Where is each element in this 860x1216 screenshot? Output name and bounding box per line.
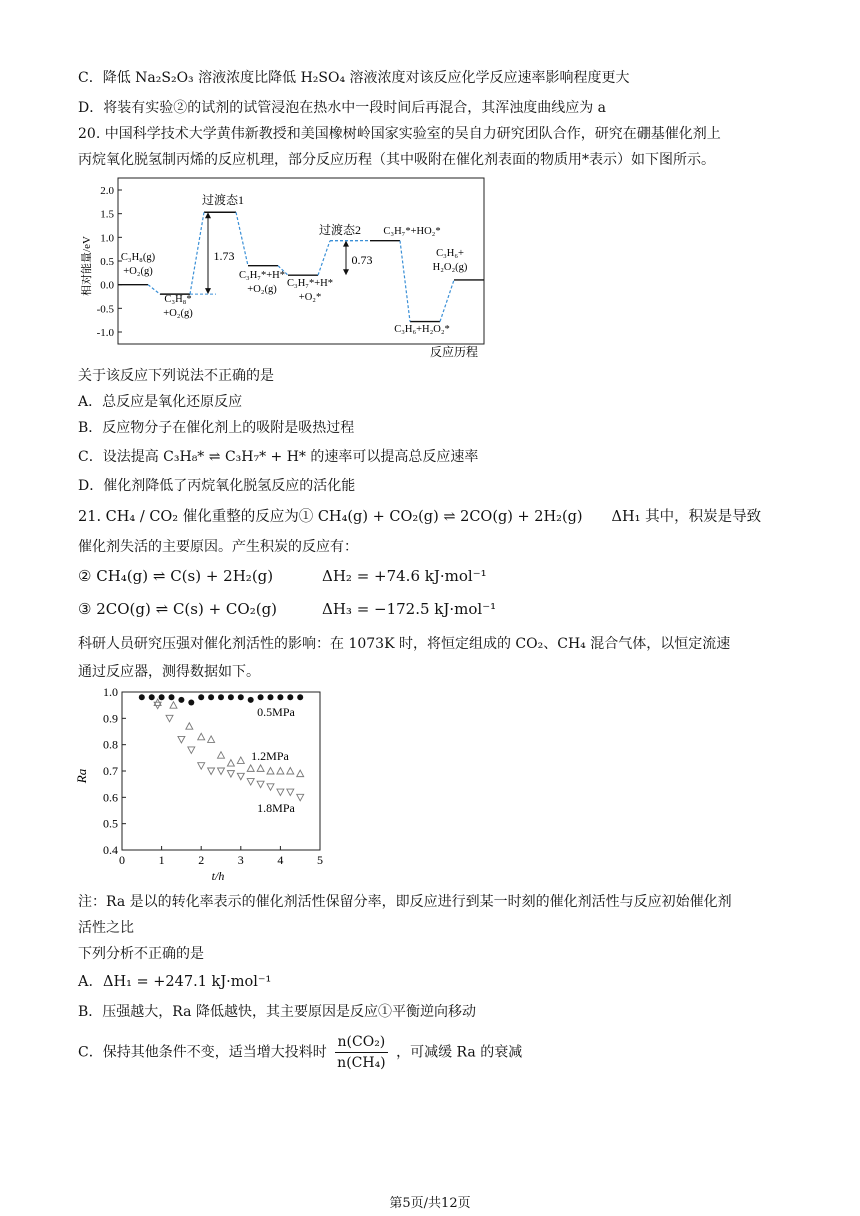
ra-point-s0-5	[188, 700, 194, 706]
ra-point-s2-7	[227, 771, 234, 778]
ra-point-s0-6	[198, 694, 204, 700]
q21-text-2: 催化剂失活的主要原因。产生积炭的反应有：	[78, 539, 358, 555]
q21-text-1: 21. CH₄ / CO₂ 催化重整的反应为① CH₄(g) + CO₂(g) ⇌ 2CO(g) + 2H₂(g) ΔH₁ 其中，积炭是导致	[78, 509, 762, 525]
barrier2-arrowhead-down	[343, 269, 349, 275]
energy-level-label2-8: H₂O₂(g)	[432, 262, 468, 273]
ra-point-s2-2	[178, 736, 185, 743]
energy-path-1	[190, 212, 204, 294]
ra-ytick-1: 0.9	[103, 711, 118, 726]
ra-point-s1-5	[218, 752, 225, 759]
energy-level-label2-1: +O₂(g)	[163, 308, 193, 319]
ra-ytick-4: 0.6	[103, 790, 118, 805]
energy-diagram	[78, 176, 490, 362]
q21-text-3: 科研人员研究压强对催化剂活性的影响：在 1073K 时，将恒定组成的 CO₂、CH₄ 混合气体，以恒定流速	[78, 636, 731, 652]
option-d-prev: D．将装有实验②的试剂的试管浸泡在热水中一段时间后再混合，其浑浊度曲线应为 a	[78, 100, 607, 116]
energy-ytick-2: 1.0	[100, 232, 114, 245]
ra-point-s0-16	[297, 694, 303, 700]
ra-point-s0-0	[139, 694, 145, 700]
ra-xtick-5: 5	[317, 853, 323, 867]
energy-ytick-5: -0.5	[96, 303, 114, 316]
energy-path-2	[236, 212, 248, 265]
ra-point-s2-5	[208, 768, 215, 775]
ra-point-s0-10	[238, 694, 244, 700]
q20-option-b: B．反应物分子在催化剂上的吸附是吸热过程	[78, 420, 355, 436]
q20-option-c: C．设法提高 C₃H₈* ⇌ C₃H₇* + H* 的速率可以提高总反应速率	[78, 449, 479, 465]
q21-stem: 下列分析不正确的是	[78, 946, 204, 962]
ra-point-s0-4	[178, 697, 184, 703]
q20-option-d: D．催化剂降低了丙烷氧化脱氢反应的活化能	[78, 478, 356, 494]
barrier1-label: 1.73	[213, 249, 235, 263]
barrier1-arrowhead-up	[205, 212, 211, 218]
ra-ytick-0: 1.0	[103, 685, 118, 699]
ra-ytick-6: 0.4	[103, 843, 118, 857]
ra-point-s0-13	[268, 694, 274, 700]
q20-text-1: 20. 中国科学技术大学黄伟新教授和美国橡树岭国家实验室的吴自力研究团队合作，研究在硼基催化剂上	[78, 126, 721, 142]
energy-path-6	[400, 241, 410, 322]
q21-option-b: B．压强越大，Ra 降低越快，其主要原因是反应①平衡逆向移动	[78, 1004, 476, 1020]
q20-text-2: 丙烷氧化脱氢制丙烯的反应机理，部分反应历程（其中吸附在催化剂表面的物质用*表示）如下图所示。	[78, 152, 715, 168]
ra-point-s1-2	[186, 723, 193, 730]
ra-point-s1-9	[257, 765, 264, 772]
note-line-2: 活性之比	[78, 920, 134, 936]
energy-level-label2-3: +O₂(g)	[247, 284, 277, 295]
ra-point-s0-15	[287, 694, 293, 700]
q21-option-c-pre: C．保持其他条件不变，适当增大投料时	[78, 1044, 327, 1061]
q21-option-a: A．ΔH₁ = +247.1 kJ·mol⁻¹	[78, 974, 272, 990]
ra-point-s1-10	[267, 768, 274, 775]
energy-path-0	[148, 285, 160, 294]
ra-xtick-2: 2	[198, 853, 205, 867]
q20-option-a: A．总反应是氧化还原反应	[78, 394, 243, 410]
energy-ytick-4: 0.0	[100, 279, 114, 292]
ra-point-s1-7	[237, 757, 244, 764]
ra-chart	[74, 684, 338, 884]
ra-point-s2-4	[198, 763, 205, 770]
ra-xlabel: t/h	[211, 869, 225, 883]
fraction-numerator: n(CO₂)	[335, 1032, 387, 1053]
ra-point-s2-10	[257, 781, 264, 788]
ra-xtick-3: 3	[237, 853, 244, 867]
ra-point-s1-4	[208, 736, 215, 743]
energy-level-label-4: C₃H₇*+H*	[287, 278, 333, 289]
energy-level-label2-0: +O₂(g)	[123, 266, 153, 277]
energy-level-label-8: C₃H₆+	[436, 248, 464, 259]
note-line-1: 注：Ra 是以的转化率表示的催化剂活性保留分率，即反应进行到某一时刻的催化剂活性与反应初始催化剂	[78, 894, 732, 910]
q21-option-c-post: ，可减缓 Ra 的衰减	[396, 1044, 523, 1061]
ra-point-s1-1	[170, 702, 177, 709]
energy-level-label-1: C₃H₈*	[164, 294, 192, 305]
ra-point-s0-3	[169, 694, 175, 700]
ra-point-s2-9	[247, 779, 254, 786]
equation-3: ③ 2CO(g) ⇌ C(s) + CO₂(g)	[78, 600, 278, 618]
energy-level-label2-4: +O₂*	[298, 292, 322, 303]
ra-point-s1-3	[198, 733, 205, 740]
q21-option-c	[78, 1032, 800, 1073]
energy-level-label-0: C₃H₈(g)	[120, 252, 156, 263]
ra-point-s0-2	[159, 694, 165, 700]
ra-point-s1-6	[227, 760, 234, 767]
equation-2: ② CH₄(g) ⇌ C(s) + 2H₂(g)	[78, 567, 274, 585]
ra-point-s0-9	[228, 694, 234, 700]
ra-point-s2-6	[218, 768, 225, 775]
q20-stem: 关于该反应下列说法不正确的是	[78, 368, 274, 384]
ra-point-s2-3	[188, 747, 195, 754]
ra-ytick-3: 0.7	[103, 764, 118, 778]
energy-ytick-0: 2.0	[100, 185, 114, 197]
ra-point-s0-12	[258, 694, 264, 700]
energy-path-7	[440, 280, 454, 322]
energy-level-label-7: C₃H₆+H₂O₂*	[394, 324, 450, 335]
energy-level-label-6: C₃H₇*+HO₂*	[383, 226, 441, 237]
barrier1-arrowhead-down	[205, 288, 211, 294]
energy-ytick-3: 0.5	[100, 256, 114, 268]
page-footer: 第5页/共12页	[389, 1196, 471, 1211]
ra-point-s0-11	[248, 697, 254, 703]
ra-point-s2-8	[237, 773, 244, 780]
ra-point-s1-11	[277, 768, 284, 775]
energy-ytick-6: -1.0	[96, 327, 114, 339]
energy-ytick-1: 1.5	[100, 208, 114, 221]
energy-ylabel: 相对能量/eV	[81, 236, 93, 296]
ra-point-s2-13	[287, 789, 294, 796]
ts1-label: 过渡态1	[201, 193, 245, 207]
ra-ylabel: Ra	[74, 768, 89, 784]
ra-point-s2-14	[297, 794, 304, 801]
equation-2-dh: ΔH₂ = +74.6 kJ·mol⁻¹	[322, 567, 487, 585]
ra-point-s0-7	[208, 694, 214, 700]
ra-ytick-5: 0.5	[103, 816, 118, 831]
energy-path-4	[318, 241, 330, 276]
barrier2-label: 0.73	[351, 253, 373, 267]
ra-xtick-1: 1	[158, 853, 165, 867]
ra-point-s2-11	[267, 784, 274, 791]
series-label-0-5mpa: 0.5MPa	[257, 705, 295, 719]
ts2-label: 过渡态2	[318, 223, 362, 237]
equation-3-dh: ΔH₃ = −172.5 kJ·mol⁻¹	[322, 600, 497, 618]
ra-point-s1-12	[287, 768, 294, 775]
fraction-denominator: n(CH₄)	[337, 1055, 386, 1071]
ra-point-s1-13	[297, 770, 304, 777]
option-c-prev: C．降低 Na₂S₂O₃ 溶液浓度比降低 H₂SO₄ 溶液浓度对该反应化学反应速率影响程度更大	[78, 70, 630, 86]
ra-point-s0-14	[277, 694, 283, 700]
ra-point-s2-1	[166, 715, 173, 722]
ra-point-s0-8	[218, 694, 224, 700]
series-label-1-2mpa: 1.2MPa	[251, 749, 289, 763]
ra-point-s2-12	[277, 789, 284, 796]
energy-level-label-3: C₃H₇*+H*	[239, 270, 285, 281]
feed-ratio-fraction	[335, 1032, 387, 1073]
q21-text-4: 通过反应器，测得数据如下。	[78, 664, 260, 680]
ra-ytick-2: 0.8	[103, 737, 118, 752]
ra-point-s0-1	[149, 694, 155, 700]
energy-xlabel: 反应历程	[429, 345, 479, 359]
barrier2-arrowhead-up	[343, 241, 349, 247]
ra-xtick-4: 4	[277, 853, 284, 867]
ra-xtick-0: 0	[119, 853, 125, 867]
series-label-1-8mpa: 1.8MPa	[257, 801, 295, 815]
ra-point-s1-8	[247, 765, 254, 772]
